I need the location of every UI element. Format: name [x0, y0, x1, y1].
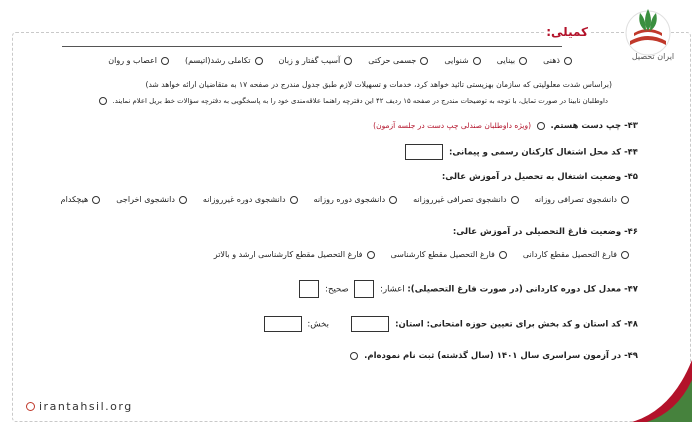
q49-row [347, 351, 638, 361]
option-speech[interactable]: آسیب گفتار و زبان [279, 56, 356, 65]
radio-icon[interactable] [92, 196, 100, 204]
footer-link[interactable]: irantahsil.org [26, 400, 133, 413]
radio-icon[interactable] [621, 196, 629, 204]
logo-label: ایران تحصیل [631, 52, 675, 61]
section-title: کمیلی: [546, 25, 588, 39]
q47-label: ۴۷- معدل کل دوره کاردانی (در صورت فارغ التحصیلی): [407, 284, 638, 295]
corner-decoration-icon [632, 360, 692, 422]
radio-icon[interactable] [621, 251, 629, 259]
radio-icon[interactable] [344, 57, 352, 65]
q46-option-1[interactable]: فارغ التحصیل مقطع کاردانی [523, 250, 632, 259]
option-autism[interactable]: تکاملی رشد(اتیسم) [185, 56, 266, 65]
option-psych[interactable]: اعصاب و روان [108, 56, 172, 65]
q46-label: ۴۶- وضعیت فارغ التحصیلی در آموزش عالی: [452, 227, 638, 237]
q48-section-box[interactable] [264, 316, 302, 332]
q44-code-box[interactable] [405, 144, 443, 160]
radio-icon[interactable] [389, 196, 397, 204]
q48-row [261, 316, 638, 332]
q47-whole-box[interactable] [299, 280, 319, 298]
q45-options [48, 195, 632, 204]
radio-icon[interactable] [473, 57, 481, 65]
q45-option-3[interactable]: دانشجوی دوره روزانه [314, 195, 401, 204]
q43-row [373, 121, 638, 131]
option-visual[interactable]: بینایی [497, 56, 530, 65]
disability-options [95, 56, 575, 65]
q44-row [402, 144, 638, 160]
q45-option-2[interactable]: دانشجوی تصرافی غیرروزانه [413, 195, 521, 204]
braille-radio[interactable] [99, 97, 107, 105]
radio-icon[interactable] [290, 196, 298, 204]
option-hearing[interactable]: شنوایی [444, 56, 483, 65]
radio-icon[interactable] [179, 196, 187, 204]
q46-option-3[interactable]: فارغ التحصیل مقطع کارشناسی ارشد و بالاتر [214, 250, 378, 259]
q45-row [442, 172, 638, 182]
q47-row [296, 280, 638, 298]
disability-note: (براساس شدت معلولیتی که سازمان بهزیستی تائید خواهد کرد، خدمات و تسهیلات لازم طبق جدول مندرج در صفحه ۱۷ به متقاضیان ارائه خواهد شد) [145, 80, 612, 89]
q46-row [453, 227, 638, 237]
section-divider [62, 46, 562, 47]
globe-icon [26, 402, 35, 411]
q45-label: ۴۵- وضعیت اشتغال به تحصیل در آموزش عالی: [441, 172, 638, 182]
q43-label: ۴۳- چپ دست هستم. [550, 121, 638, 131]
q45-option-5[interactable]: دانشجوی اخراجی [116, 195, 190, 204]
q48-province-box[interactable] [351, 316, 389, 332]
q44-label: ۴۴- کد محل اشتغال کارکنان رسمی و پیمانی: [448, 147, 638, 158]
q47-decimal-label: اعشار: [380, 284, 405, 295]
radio-icon[interactable] [519, 57, 527, 65]
radio-icon[interactable] [161, 57, 169, 65]
q47-whole-label: صحیح: [325, 284, 349, 295]
radio-icon[interactable] [564, 57, 572, 65]
option-physical[interactable]: جسمی حرکتی [368, 56, 431, 65]
q48-label: ۴۸- کد استان و کد بخش برای تعیین حوزه امتحانی: استان: [395, 319, 638, 330]
q49-radio[interactable] [350, 352, 358, 360]
radio-icon[interactable] [255, 57, 263, 65]
braille-note: داوطلبان نابینا در صورت تمایل، با توجه به توضیحات مندرج در صفحه ۱۵ ردیف ۴۲ این دفترچه راهنما علاقه‌مندی خود را به پاسخگویی به دفترچه سؤالات خط بریل اعلام نمایند. [96, 97, 608, 105]
q47-decimal-box[interactable] [354, 280, 374, 298]
q46-option-2[interactable]: فارغ التحصیل مقطع کارشناسی [391, 250, 510, 259]
radio-icon[interactable] [499, 251, 507, 259]
q43-note: (ویژه داوطلبان صندلی چپ دست در جلسه آزمون) [373, 121, 532, 130]
radio-icon[interactable] [511, 196, 519, 204]
irantahsil-logo-icon [600, 3, 696, 81]
q43-radio[interactable] [537, 122, 545, 130]
q49-label: ۴۹- در آزمون سراسری سال ۱۴۰۱ (سال گذشته) ثبت نام نموده‌ام. [364, 351, 638, 361]
option-mental[interactable]: ذهنی [543, 56, 575, 65]
q48-section-label: بخش: [307, 319, 329, 330]
q46-options [201, 250, 632, 259]
q45-option-6[interactable]: هیچکدام [61, 195, 104, 204]
q45-option-1[interactable]: دانشجوی تصرافی روزانه [535, 195, 632, 204]
radio-icon[interactable] [367, 251, 375, 259]
radio-icon[interactable] [420, 57, 428, 65]
q45-option-4[interactable]: دانشجوی دوره غیرروزانه [203, 195, 301, 204]
